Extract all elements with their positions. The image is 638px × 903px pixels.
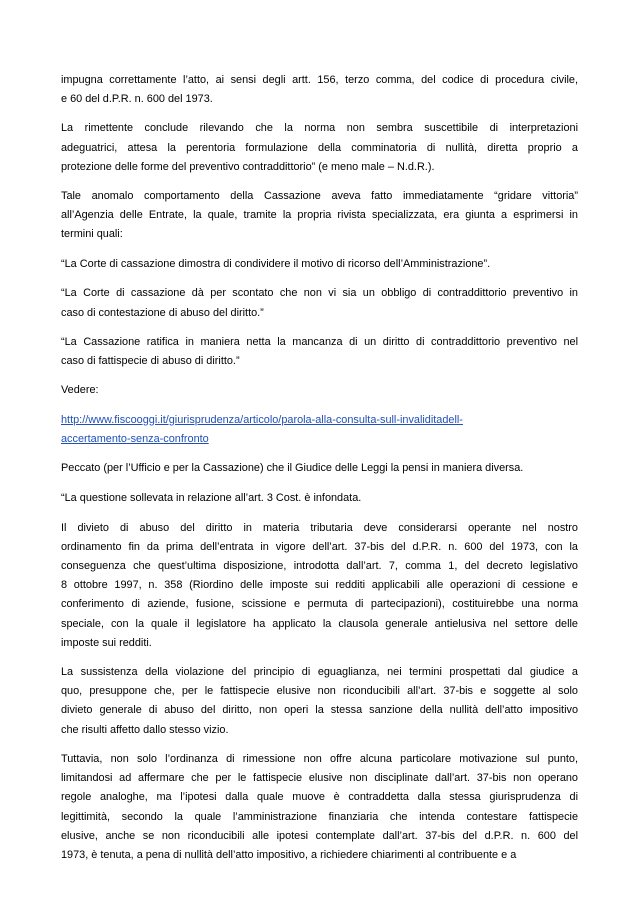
text-line: quo, presuppone che, per le fattispecie elusive non riconducibili all’art. 37-bis e soggette al solo xyxy=(61,685,578,698)
text-line: “La questione sollevata in relazione all’art. 3 Cost. è infondata. xyxy=(61,491,362,504)
paragraph xyxy=(61,284,578,322)
text-line: protezione delle forme del preventivo contraddittorio” (e meno male – N.d.R.). xyxy=(61,160,435,173)
paragraph xyxy=(61,187,578,245)
text-line: caso di fattispecie di abuso di diritto.” xyxy=(61,354,240,367)
paragraph xyxy=(61,381,578,400)
paragraph xyxy=(61,119,578,177)
text-line: 8 ottobre 1997, n. 358 (Riordino delle imposte sui redditi applicabili alle operazioni di cessione e xyxy=(61,579,578,592)
paragraph xyxy=(61,459,578,478)
paragraph xyxy=(61,255,578,274)
paragraph xyxy=(61,750,578,865)
paragraph xyxy=(61,663,578,740)
text-line: “La Corte di cassazione dimostra di condividere il motivo di ricorso dell’Amministrazione”. xyxy=(61,257,491,270)
text-line: La sussistenza della violazione del principio di eguaglianza, nei termini prospettati dal giudice a xyxy=(61,666,578,679)
text-line: legittimità, secondo la quale l’amministrazione finanziaria che intenda contestare fattispecie xyxy=(61,810,578,823)
text-line: Vedere: xyxy=(61,384,99,397)
text-line: termini quali: xyxy=(61,228,123,241)
text-line: Tuttavia, non solo l’ordinanza di rimessione non offre alcuna particolare motivazione sul punto, xyxy=(61,752,578,765)
text-line: Peccato (per l’Ufficio e per la Cassazione) che il Giudice delle Leggi la pensi in maniera diversa. xyxy=(61,462,524,475)
text-line: divieto generale di abuso del diritto, non operi la stessa sanzione della nullità dell’atto impositivo xyxy=(61,704,578,717)
text-line: ordinamento fin da prima dell’entrata in vigore dell’art. 37-bis del d.P.R. n. 600 del 1973, con la xyxy=(61,540,578,553)
text-line: Tale anomalo comportamento della Cassazione aveva fatto immediatamente “gridare vittoria” xyxy=(61,190,578,203)
document-body xyxy=(61,71,578,865)
text-line: regole analoghe, ma l’ipotesi dalla quale muove è contraddetta dalla stessa giurisprudenza di xyxy=(61,791,578,804)
paragraph xyxy=(61,519,578,653)
text-line: elusive, anche se non riconducibili alle ipotesi contemplate dall’art. 37-bis del d.P.R. n. 600 del xyxy=(61,829,578,842)
text-line: imposte sui redditi. xyxy=(61,636,152,649)
text-line: La rimettente conclude rilevando che la norma non sembra suscettibile di interpretazioni xyxy=(61,122,578,135)
text-line: all’Agenzia delle Entrate, la quale, tramite la propria rivista specializzata, era giunta a esprimersi in xyxy=(61,209,578,222)
text-line: adeguatrici, attesa la perentoria formulazione della comminatoria di nullità, diretta proprio a xyxy=(61,141,578,154)
text-line: 1973, è tenuta, a pena di nullità dell’atto impositivo, a richiedere chiarimenti al contribuente e a xyxy=(61,848,517,861)
paragraph xyxy=(61,71,578,109)
text-line: Il divieto di abuso del diritto in materia tributaria deve considerarsi operante nel nostro xyxy=(61,521,578,534)
text-line: http://www.fiscooggi.it/giurisprudenza/articolo/parola-alla-consulta-sull-invaliditadell- xyxy=(61,413,463,426)
text-line: accertamento-senza-confronto xyxy=(61,433,209,446)
text-line: conferimento di aziende, fusione, scissione e permuta di partecipazioni), costituirebbe una norma xyxy=(61,598,578,611)
text-line: e 60 del d.P.R. n. 600 del 1973. xyxy=(61,93,213,106)
text-line: “La Corte di cassazione dà per scontato che non vi sia un obbligo di contraddittorio preventivo in xyxy=(61,287,578,300)
reference-link-paragraph xyxy=(61,411,578,449)
paragraph xyxy=(61,489,578,508)
text-line: impugna correttamente l’atto, ai sensi degli artt. 156, terzo comma, del codice di procedura civile, xyxy=(61,74,578,86)
text-line: che risulti affetto dallo stesso vizio. xyxy=(61,723,229,736)
paragraph xyxy=(61,333,578,371)
text-line: “La Cassazione ratifica in maniera netta la mancanza di un diritto di contraddittorio preventivo nel xyxy=(61,335,578,348)
fiscooggi-article-link[interactable] xyxy=(61,411,578,449)
text-line: speciale, con la quale il legislatore ha applicato la clausola generale antielusiva nel settore delle xyxy=(61,617,578,630)
text-line: caso di contestazione di abuso del diritto.” xyxy=(61,306,264,319)
text-line: limitandosi ad affermare che per le fattispecie elusive non disciplinate dall’art. 37-bis non operano xyxy=(61,772,578,785)
text-line: conseguenza che quest’ultima disposizione, introdotta dall’art. 7, comma 1, del decreto legislativo xyxy=(61,560,578,573)
